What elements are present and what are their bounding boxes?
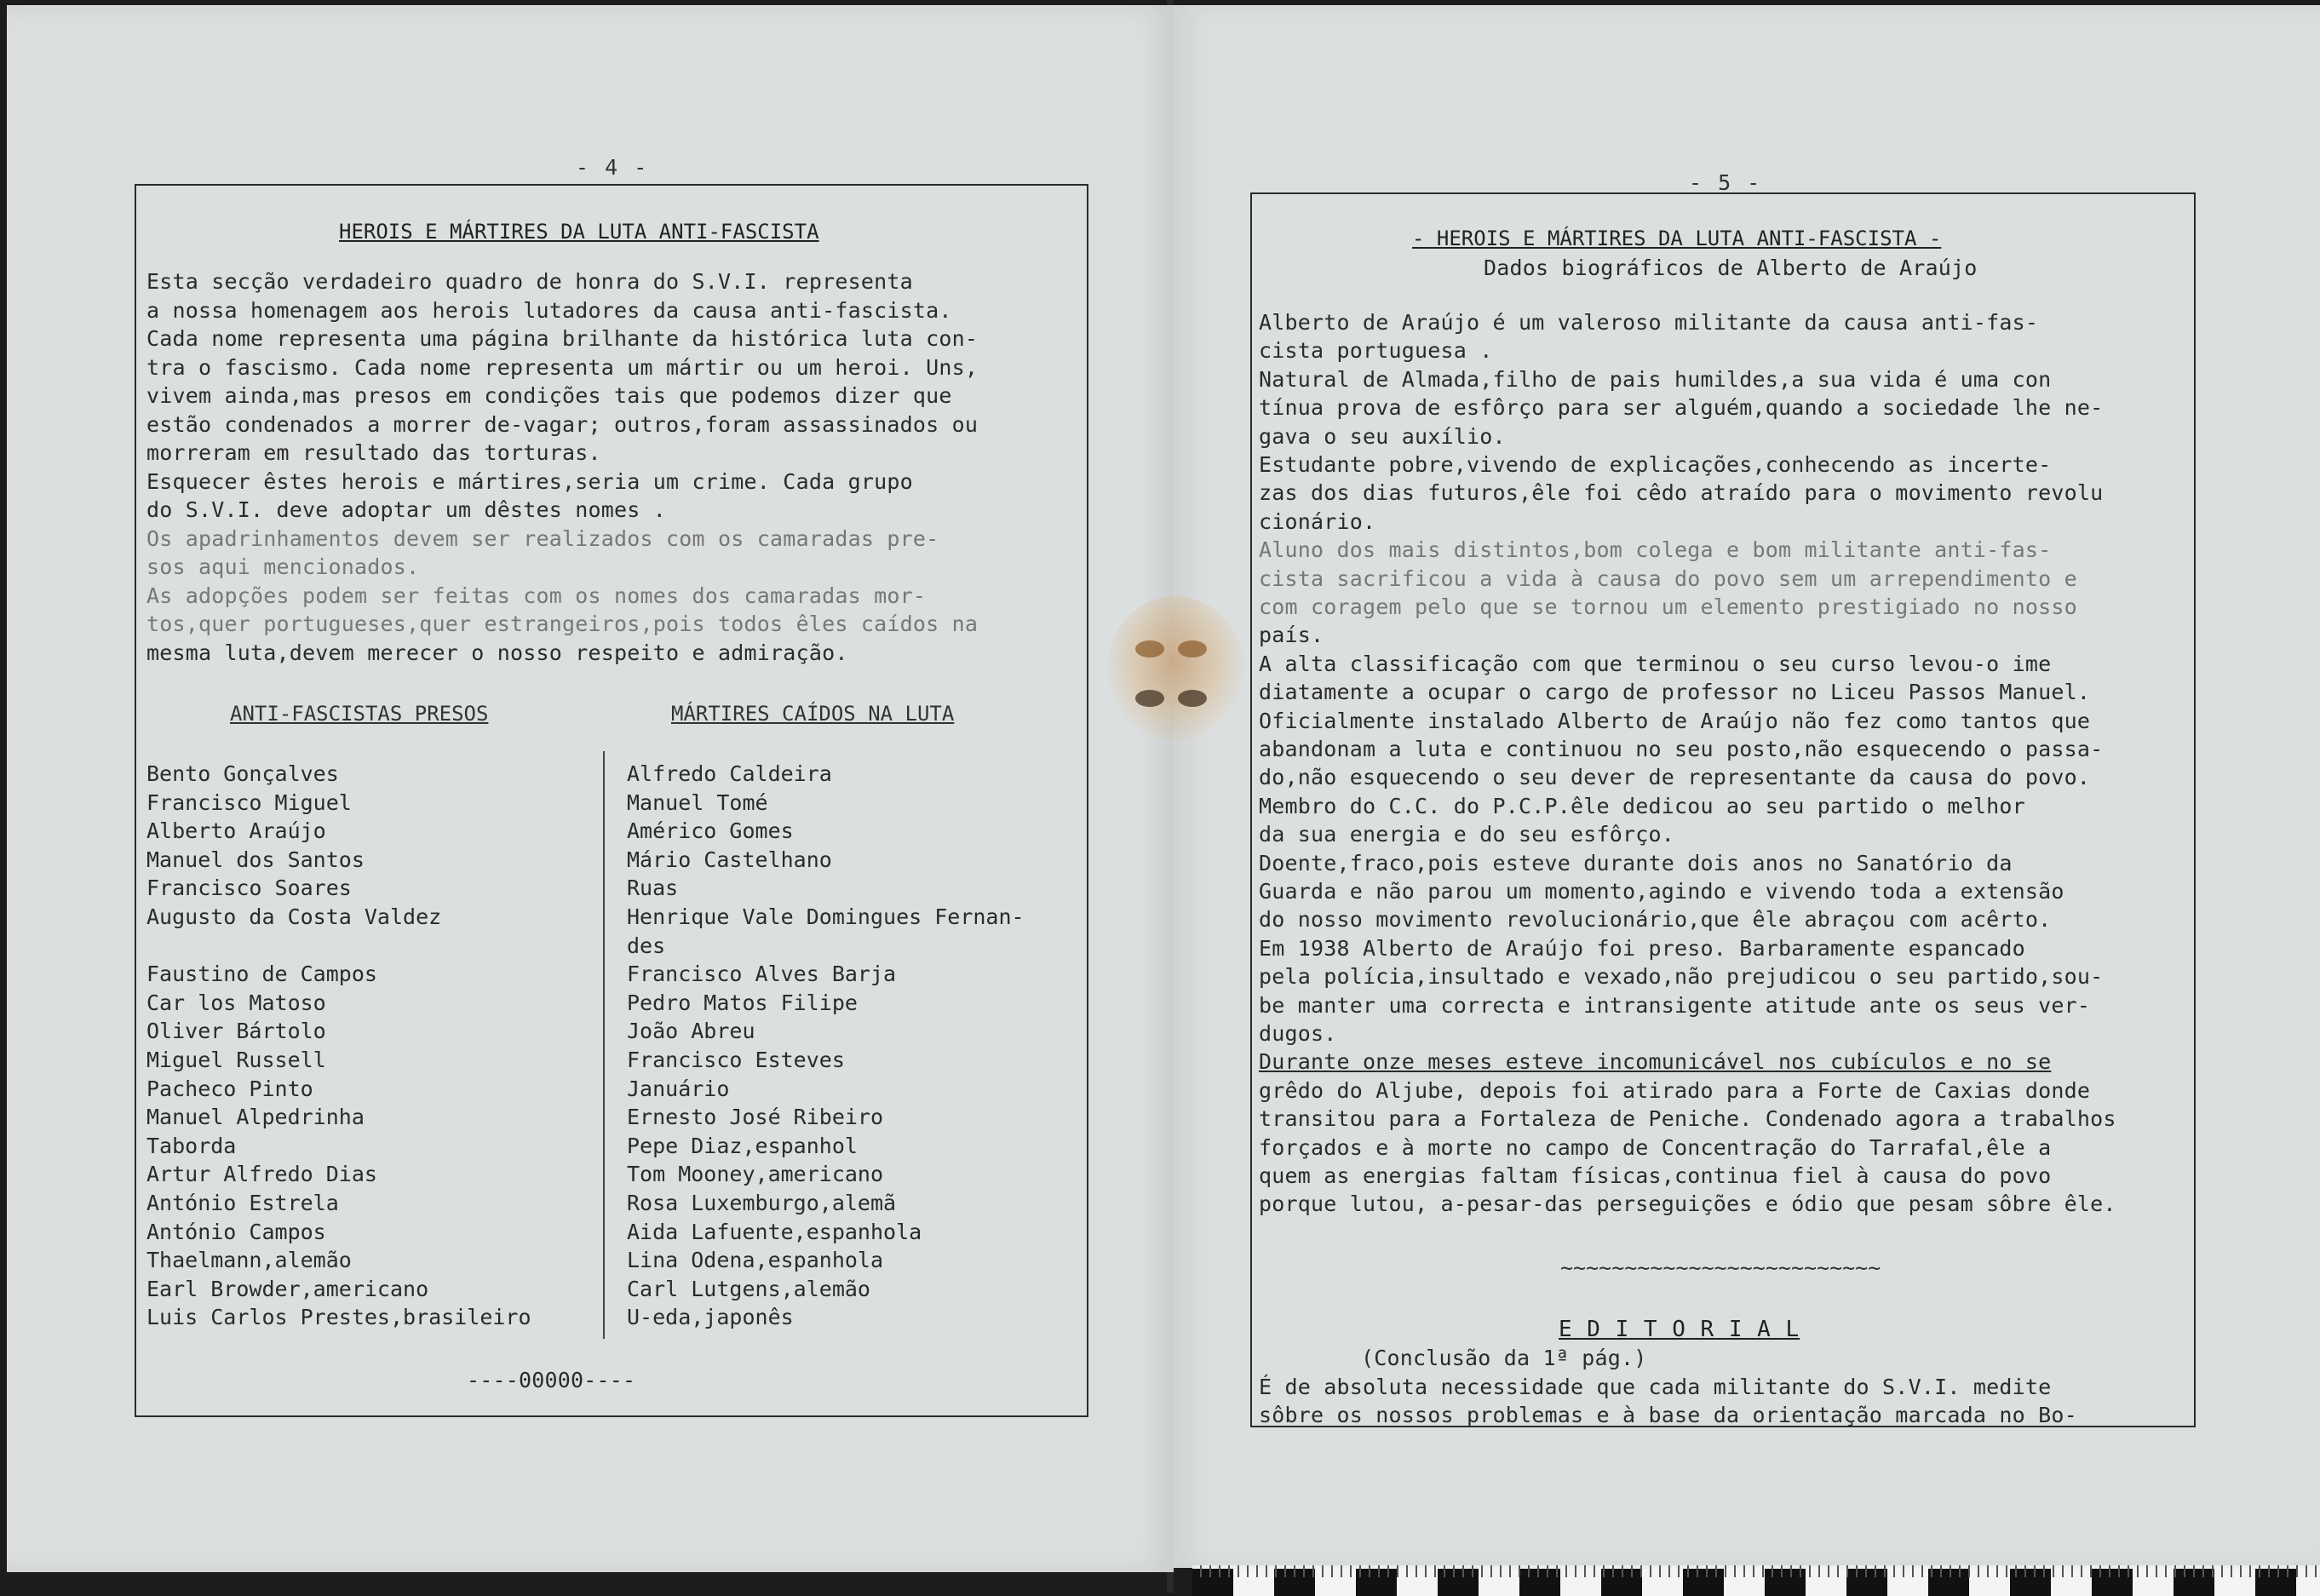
intro-line: vivem ainda,mas presos em condições tais que podemos dizer que [146, 383, 952, 408]
bio-line: porque lutou, a-pesar-das perseguições e ódio que pesam sôbre êle. [1259, 1191, 2116, 1217]
intro-line: estão condenados a morrer de-vagar; outros,foram assassinados ou [146, 411, 979, 437]
left-page [7, 5, 1174, 1572]
intro-line: As adopções podem ser feitas com os nomes dos camaradas mor- [146, 583, 927, 608]
bio-line: cista portuguesa . [1259, 338, 1493, 364]
intro-line: Esquecer êstes herois e mártires,seria um crime. Cada grupo [146, 468, 913, 494]
intro-line: tos,quer portugueses,quer estrangeiros,pois todos êles caídos na [146, 611, 979, 636]
bio-line: gava o seu auxílio. [1259, 423, 1506, 449]
bio-line: Guarda e não parou um momento,agindo e vivendo toda a extensão [1259, 879, 2064, 904]
martir-name: des [627, 933, 666, 958]
preso-name: Thaelmann,alemão [146, 1248, 352, 1273]
intro-line: a nossa homenagem aos herois lutadores da causa anti-fascista. [146, 297, 952, 323]
bio-line: dugos. [1259, 1021, 1337, 1046]
bio-line: cista sacrificou a vida à causa do povo sem um arrependimento e [1259, 565, 2077, 591]
martir-name: U-eda,japonês [627, 1305, 794, 1330]
martir-name: Januário [627, 1076, 730, 1101]
intro-line: tra o fascismo. Cada nome representa um mártir ou um heroi. Uns, [146, 354, 979, 380]
preso-name: Luis Carlos Prestes,brasileiro [146, 1305, 531, 1330]
paper-stain [1107, 596, 1243, 741]
bio-line: Oficialmente instalado Alberto de Araújo não fez como tantos que [1259, 708, 2091, 733]
right-page-frame [1250, 192, 2196, 1427]
bio-line: Doente,fraco,pois esteve durante dois anos no Sanatório da [1259, 850, 2013, 876]
bio-line: grêdo do Aljube, depois foi atirado para a Forte de Caxias donde [1259, 1077, 2091, 1103]
preso-name: Manuel Alpedrinha [146, 1105, 365, 1130]
intro-line: sos aqui mencionados. [146, 554, 420, 579]
martir-name: Francisco Esteves [627, 1048, 845, 1072]
bio-line: Em 1938 Alberto de Araújo foi preso. Barbaramente espancado [1259, 935, 2025, 961]
editorial-subtitle: (Conclusão da 1ª pág.) [1361, 1346, 1647, 1370]
bio-line: transitou para a Fortaleza de Peniche. Condenado agora a trabalhos [1259, 1106, 2116, 1132]
martir-name: Tom Mooney,americano [627, 1162, 884, 1187]
preso-name: Taborda [146, 1133, 237, 1158]
preso-name: Manuel dos Santos [146, 847, 365, 872]
left-page-frame [135, 184, 1088, 1417]
intro-line: do S.V.I. deve adoptar um dêstes nomes . [146, 497, 667, 522]
bio-line: A alta classificação com que terminou o seu curso levou-o ime [1259, 651, 2052, 676]
martir-name: Pedro Matos Filipe [627, 990, 858, 1015]
martir-name: Aida Lafuente,espanhola [627, 1219, 922, 1244]
section-subtitle: Dados biográficos de Alberto de Araújo [1484, 255, 1978, 280]
martir-name: Ruas [627, 876, 679, 901]
preso-name: Car los Matoso [146, 990, 326, 1015]
preso-name: Francisco Soares [146, 876, 352, 901]
bio-line: diatamente a ocupar o cargo de professor no Liceu Passos Manuel. [1259, 680, 2091, 705]
martir-name: Américo Gomes [627, 818, 794, 844]
martir-name: Pepe Diaz,espanhol [627, 1133, 858, 1158]
preso-name: Artur Alfredo Dias [146, 1162, 377, 1187]
martir-name: João Abreu [627, 1019, 755, 1044]
bio-line: Alberto de Araújo é um valeroso militante da causa anti-fas- [1259, 310, 2039, 335]
bio-line: Durante onze meses esteve incomunicável nos cubículos e no se [1259, 1049, 2052, 1075]
martir-name: Rosa Luxemburgo,alemã [627, 1191, 897, 1215]
preso-name: Faustino de Campos [146, 962, 377, 987]
martir-name: Ernesto José Ribeiro [627, 1105, 884, 1130]
preso-name: Pacheco Pinto [146, 1076, 313, 1101]
preso-name: António Campos [146, 1219, 326, 1244]
martir-name: Mário Castelhano [627, 847, 832, 872]
staple-hole [1178, 690, 1207, 707]
end-separator: ----00000---- [467, 1368, 636, 1392]
bio-line: da sua energia e do seu esfôrço. [1259, 822, 1675, 847]
preso-name: Francisco Miguel [146, 789, 352, 815]
bio-line: Natural de Almada,filho de pais humildes,a sua vida é uma con [1259, 366, 2052, 392]
bio-line: forçados e à morte no campo de Concentração do Tarrafal,êle a [1259, 1134, 2052, 1160]
page-number: - 4 - [576, 155, 649, 180]
bio-line: quem as energias faltam físicas,continua fiel à causa do povo [1259, 1163, 2052, 1188]
staple-hole [1178, 640, 1207, 657]
bio-line: pela polícia,insultado e vexado,não prejudicou o seu partido,sou- [1259, 964, 2104, 990]
preso-name: Augusto da Costa Valdez [146, 904, 442, 929]
martir-name: Carl Lutgens,alemão [627, 1276, 870, 1301]
scale-ruler-ticks [1192, 1565, 2320, 1577]
bio-line: Estudante pobre,vivendo de explicações,conhecendo as incerte- [1259, 452, 2052, 477]
martir-name: Alfredo Caldeira [627, 761, 832, 786]
bio-line: do,não esquecendo o seu dever de representante da causa do povo. [1259, 765, 2091, 790]
martir-name: Lina Odena,espanhola [627, 1248, 884, 1273]
bio-line: abandonam a luta e continuou no seu posto,não esquecendo o passa- [1259, 737, 2104, 761]
bio-line: do nosso movimento revolucionário,que êle abraçou com acêrto. [1259, 907, 2052, 933]
intro-line: Os apadrinhamentos devem ser realizados com os camaradas pre- [146, 525, 939, 551]
column-divider [603, 751, 605, 1339]
editorial-title: E D I T O R I A L [1559, 1317, 1800, 1342]
preso-name: Miguel Russell [146, 1048, 326, 1072]
section-title: HEROIS E MÁRTIRES DA LUTA ANTI-FASCISTA [339, 220, 819, 244]
preso-name: Bento Gonçalves [146, 761, 339, 786]
page-number: - 5 - [1689, 170, 1762, 195]
editorial-line: sôbre os nossos problemas e à base da orientação marcada no Bo- [1259, 1403, 2077, 1428]
bio-line: país. [1259, 623, 1324, 648]
martires-heading: MÁRTIRES CAÍDOS NA LUTA [671, 702, 955, 726]
presos-heading: ANTI-FASCISTAS PRESOS [230, 702, 489, 726]
bio-line: com coragem pelo que se tornou um elemento prestigiado no nosso [1259, 594, 2077, 619]
section-title: - HEROIS E MÁRTIRES DA LUTA ANTI-FASCISTA - [1412, 227, 1942, 250]
bio-line: cionário. [1259, 508, 1376, 534]
preso-name: Alberto Araújo [146, 818, 326, 844]
intro-line: morreram em resultado das torturas. [146, 440, 601, 465]
editorial-line: É de absoluta necessidade que cada militante do S.V.I. medite [1259, 1375, 2052, 1399]
staple-hole [1135, 690, 1164, 707]
intro-line: mesma luta,devem merecer o nosso respeito e admiração. [146, 640, 848, 665]
preso-name: Oliver Bártolo [146, 1019, 326, 1044]
bio-line: Aluno dos mais distintos,bom colega e bom militante anti-fas- [1259, 537, 2052, 563]
tilde-rule: ~~~~~~~~~~~~~~~~~~~~~~~~~ [1560, 1255, 1881, 1280]
martir-name: Francisco Alves Barja [627, 962, 897, 987]
bio-line: be manter uma correcta e intransigente atitude ante os seus ver- [1259, 992, 2091, 1018]
right-page [1174, 5, 2320, 1568]
intro-line: Cada nome representa uma página brilhante da histórica luta con- [146, 326, 979, 351]
intro-line: Esta secção verdadeiro quadro de honra do S.V.I. representa [146, 269, 913, 294]
martir-name: Manuel Tomé [627, 789, 768, 815]
preso-name: António Estrela [146, 1191, 339, 1215]
preso-name: Earl Browder,americano [146, 1276, 429, 1301]
bio-line: tínua prova de esfôrço para ser alguém,quando a sociedade lhe ne- [1259, 395, 2104, 421]
bio-line: Membro do C.C. do P.C.P.êle dedicou ao seu partido o melhor [1259, 793, 2025, 818]
bio-line: zas dos dias futuros,êle foi cêdo atraído para o movimento revolu [1259, 480, 2104, 506]
martir-name: Henrique Vale Domingues Fernan- [627, 904, 1025, 929]
staple-hole [1135, 640, 1164, 657]
